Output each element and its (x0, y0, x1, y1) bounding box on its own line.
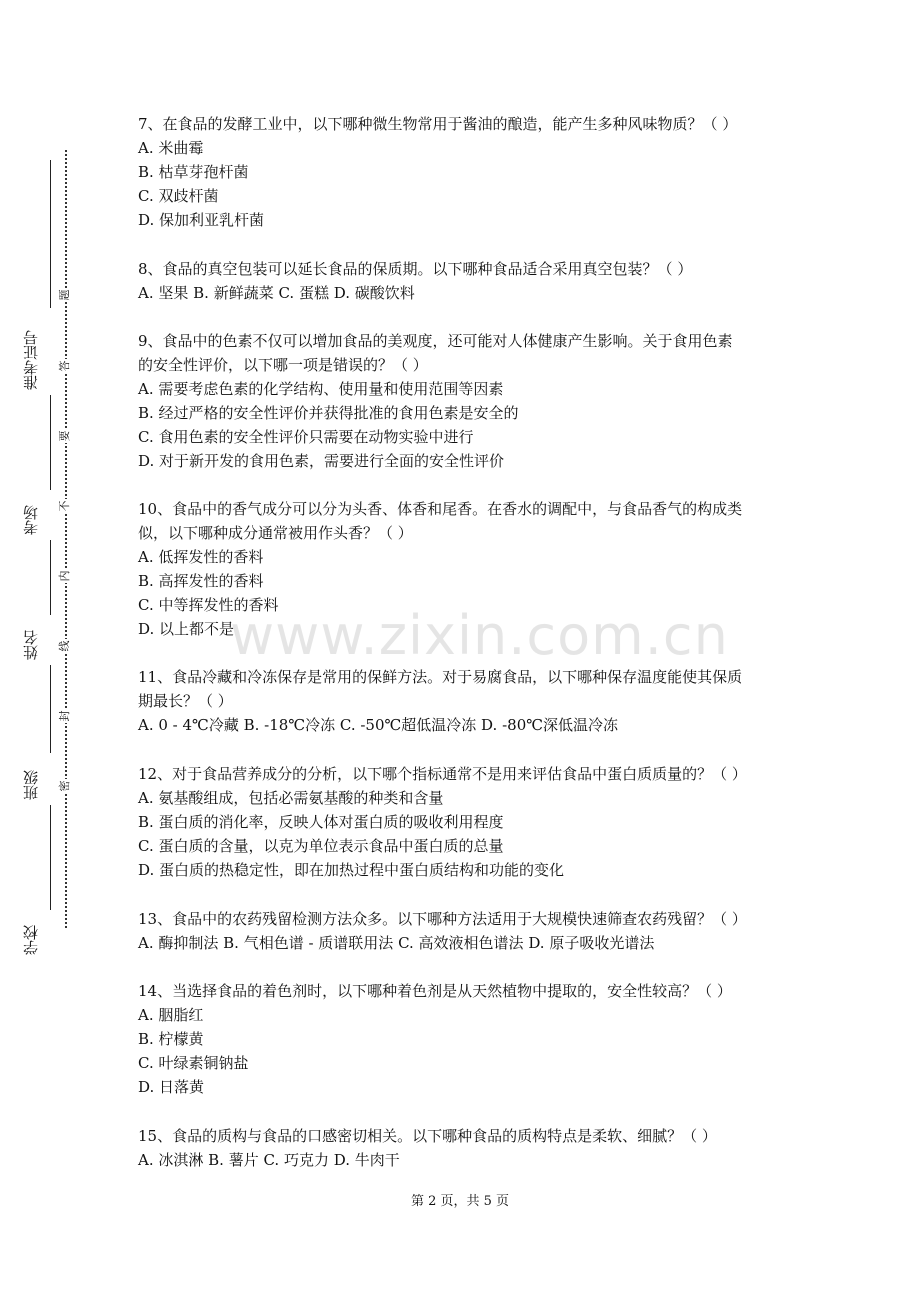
option-b: B. 枯草芽孢杆菌 (138, 163, 249, 181)
seal-char: 要 (58, 430, 71, 442)
option-b: B. 蛋白质的消化率，反映人体对蛋白质的吸收利用程度 (138, 813, 504, 831)
question-stem-cont: 似，以下哪种成分通常被用作头香？（ ） (138, 524, 413, 542)
question-stem-cont: 的安全性评价，以下哪一项是错误的？（ ） (138, 356, 428, 374)
bind-underline (50, 160, 51, 308)
options-inline: A. 0 - 4℃冷藏 B. -18℃冷冻 C. -50℃超低温冷冻 D. -80℃深低温冷冻 (138, 716, 619, 734)
question-stem: 14、当选择食品的着色剂时，以下哪种着色剂是从天然植物中提取的，安全性较高？（ ） (138, 982, 732, 1000)
option-c: C. 双歧杆菌 (138, 187, 219, 205)
bind-underline (50, 540, 51, 615)
options-inline: A. 坚果 B. 新鲜蔬菜 C. 蛋糕 D. 碳酸饮料 (138, 284, 415, 302)
bind-field-exam-room (20, 395, 42, 535)
bind-underline (50, 805, 51, 910)
seal-char: 线 (58, 640, 71, 652)
binding-margin (0, 0, 100, 1302)
option-b: B. 柠檬黄 (138, 1030, 204, 1048)
seal-char: 密 (58, 780, 71, 792)
question-stem: 10、食品中的香气成分可以分为头香、体香和尾香。在香水的调配中，与食品香气的构成类 (138, 500, 743, 518)
question-9 (138, 329, 788, 473)
options-inline: A. 冰淇淋 B. 薯片 C. 巧克力 D. 牛肉干 (138, 1151, 400, 1169)
page-number: 第 2 页，共 5 页 (410, 1194, 510, 1209)
option-d: D. 蛋白质的热稳定性，即在加热过程中蛋白质结构和功能的变化 (138, 861, 565, 879)
bind-label-exam-number: 准考证号 (22, 330, 40, 390)
question-7 (138, 112, 788, 232)
bind-underline (50, 395, 51, 490)
option-d: D. 保加利亚乳杆菌 (138, 211, 265, 229)
option-b: B. 高挥发性的香料 (138, 572, 264, 590)
bind-field-school (20, 805, 42, 955)
question-stem: 8、食品的真空包装可以延长食品的保质期。以下哪种食品适合采用真空包装？（ ） (138, 260, 693, 278)
question-12 (138, 762, 788, 882)
bind-field-exam-number (20, 160, 42, 390)
question-8 (138, 257, 788, 305)
question-15 (138, 1124, 788, 1172)
seal-char: 答 (58, 360, 71, 372)
question-13 (138, 907, 788, 955)
option-d: D. 对于新开发的食用色素，需要进行全面的安全性评价 (138, 452, 505, 470)
seal-char: 封 (58, 710, 71, 722)
bind-label-school: 学校 (22, 925, 40, 955)
option-a: A. 低挥发性的香料 (138, 548, 264, 566)
option-b: B. 经过严格的安全性评价并获得批准的食用色素是安全的 (138, 404, 519, 422)
bind-underline (50, 665, 51, 753)
question-stem: 11、食品冷藏和冷冻保存是常用的保鲜方法。对于易腐食品，以下哪种保存温度能使其保质 (138, 668, 743, 686)
option-a: A. 氨基酸组成，包括必需氨基酸的种类和含量 (138, 789, 444, 807)
question-stem: 7、在食品的发酵工业中，以下哪种微生物常用于酱油的酿造，能产生多种风味物质？（ ） (138, 115, 738, 133)
question-11 (138, 665, 788, 737)
option-c: C. 中等挥发性的香料 (138, 596, 279, 614)
option-a: A. 米曲霉 (138, 139, 204, 157)
question-stem-cont: 期最长？（ ） (138, 692, 233, 710)
seal-dotted-line (65, 150, 67, 928)
option-a: A. 需要考虑色素的化学结构、使用量和使用范围等因素 (138, 380, 504, 398)
seal-char: 内 (58, 570, 71, 582)
bind-label-class: 班级 (22, 770, 40, 800)
watermark: www.zixin.com.cn (230, 604, 729, 667)
question-stem: 13、食品中的农药残留检测方法众多。以下哪种方法适用于大规模快速筛查农药残留？（ ） (138, 910, 747, 928)
question-14 (138, 979, 788, 1099)
question-stem: 9、食品中的色素不仅可以增加食品的美观度，还可能对人体健康产生影响。关于食用色素 (138, 332, 733, 350)
option-c: C. 蛋白质的含量，以克为单位表示食品中蛋白质的总量 (138, 837, 504, 855)
bind-label-exam-room: 考场 (22, 505, 40, 535)
options-inline: A. 酶抑制法 B. 气相色谱 - 质谱联用法 C. 高效液相色谱法 D. 原子吸收光谱法 (138, 934, 655, 952)
option-a: A. 胭脂红 (138, 1006, 204, 1024)
question-stem: 12、对于食品营养成分的分析，以下哪个指标通常不是用来评估食品中蛋白质质量的？（ ） (138, 765, 747, 783)
option-c: C. 食用色素的安全性评价只需要在动物实验中进行 (138, 428, 474, 446)
seal-char: 题 (58, 289, 71, 301)
bind-field-class (20, 665, 42, 800)
option-d: D. 以上都不是 (138, 620, 235, 638)
bind-field-name (20, 540, 42, 660)
bind-label-name: 姓名 (22, 630, 40, 660)
question-stem: 15、食品的质构与食品的口感密切相关。以下哪种食品的质构特点是柔软、细腻？（ ） (138, 1127, 717, 1145)
seal-char: 不 (58, 500, 71, 512)
option-c: C. 叶绿素铜钠盐 (138, 1054, 249, 1072)
option-d: D. 日落黄 (138, 1078, 205, 1096)
question-10 (138, 497, 788, 641)
